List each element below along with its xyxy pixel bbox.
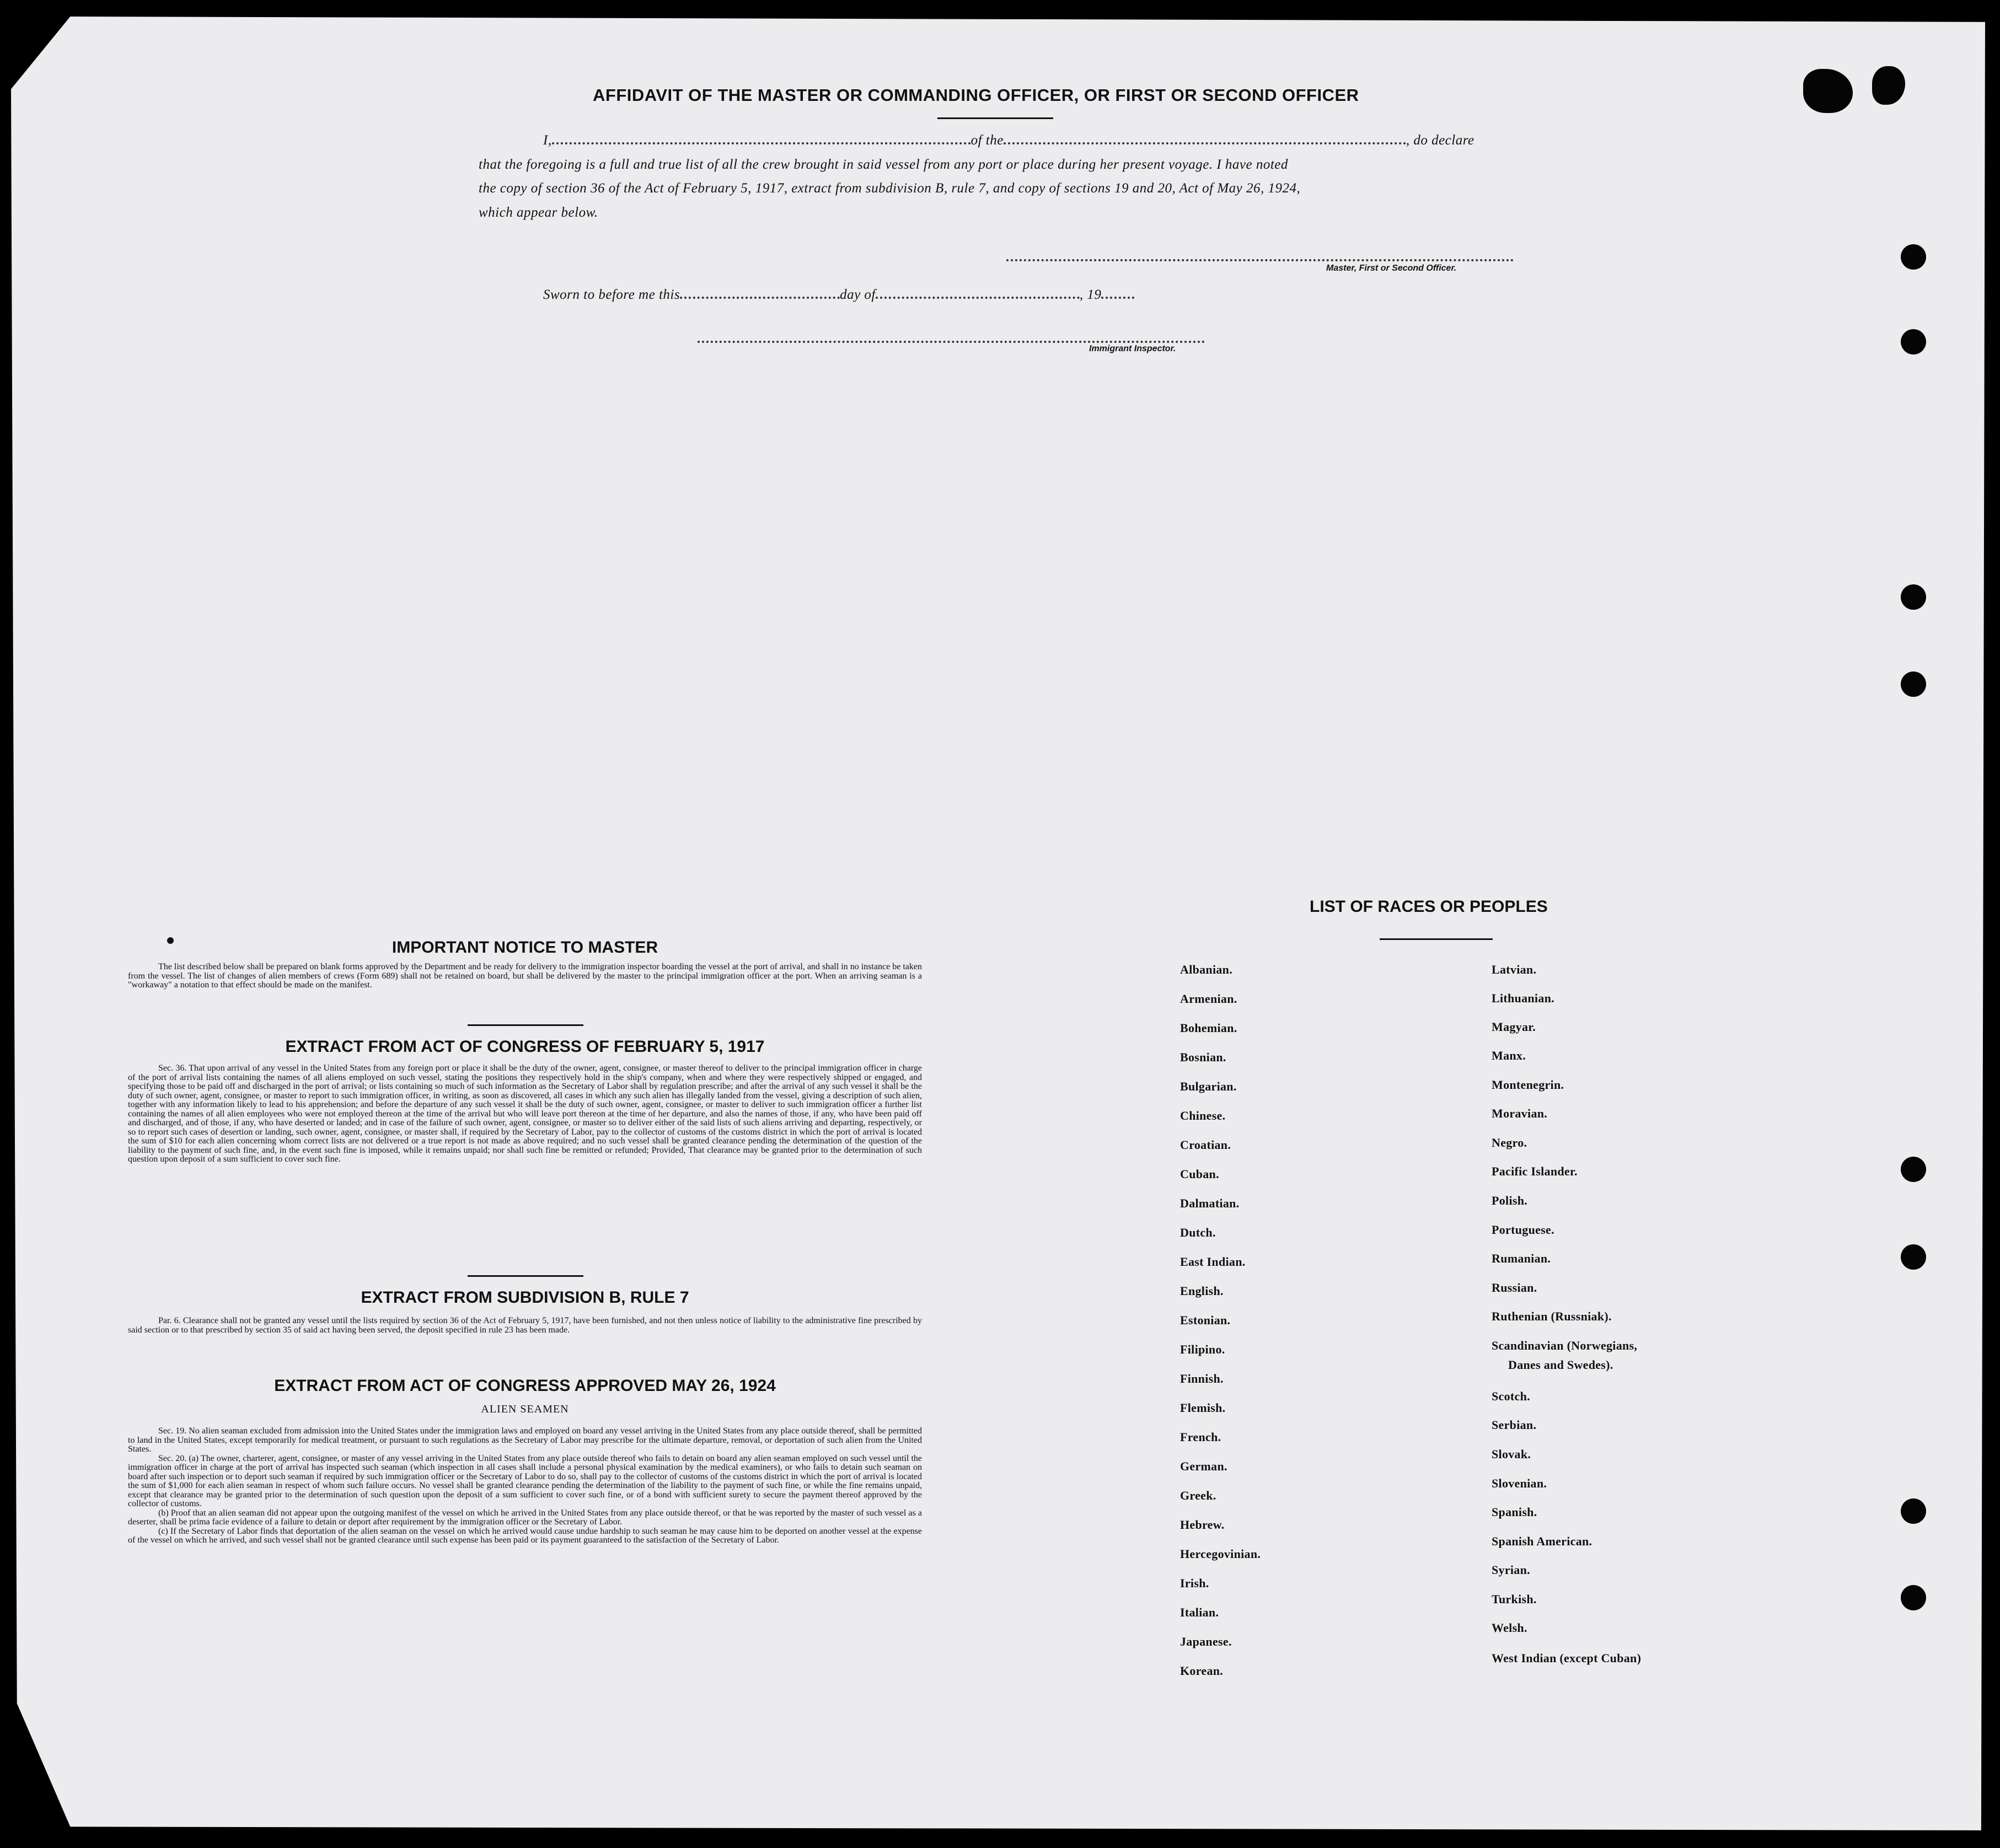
race-item: Bulgarian. — [1180, 1079, 1237, 1093]
race-item: Bohemian. — [1180, 1021, 1237, 1035]
race-item: Danes and Swedes). — [1508, 1358, 1613, 1372]
sec-19-text: Sec. 19. No alien seaman excluded from admission into the United States under the immigration laws and employed on board any vessel arriving in the United States from any place outside thereof, shall be permitted to land in the United States, except temporarily for medical treatment, or pursuant to such regulations as the Secretary of Labor may prescribe for the ultimate departure, removal, or deportation of such alien from the United States. — [128, 1426, 922, 1454]
sec-20b-text: (b) Proof that an alien seaman did not appear upon the outgoing manifest of the vessel on which he arrived in the United States from any place outside thereof, or that he was reported by the master of such vessel as a deserter, shall be prima facie evidence of a failure to detain or deport after requirement by the immigration officer or the Secretary of Labor. — [128, 1508, 922, 1527]
extract-1924-text — [128, 1427, 922, 1545]
punch-hole — [1901, 1585, 1926, 1610]
race-item: Dalmatian. — [1180, 1196, 1240, 1210]
signature-blank — [1006, 249, 1514, 264]
race-item: Estonian. — [1180, 1313, 1231, 1327]
races-title: LIST OF RACES OR PEOPLES — [1310, 898, 1548, 916]
race-item: English. — [1180, 1284, 1224, 1298]
declaration-line-1 — [543, 132, 1474, 148]
race-item: Japanese. — [1180, 1635, 1232, 1648]
race-item: Polish. — [1492, 1194, 1528, 1207]
race-item: Montenegrin. — [1492, 1078, 1564, 1092]
punch-hole — [1901, 1157, 1926, 1182]
race-item: Bosnian. — [1180, 1050, 1226, 1064]
inspector-signature-blank — [698, 331, 1205, 346]
label-i: I, — [543, 133, 552, 148]
sec-20c-text: (c) If the Secretary of Labor finds that deportation of the alien seaman on the vessel on which he arrived would cause undue hardship to such seaman he may cause him to be deported on another vessel at the expense of the vessel on which he arrived, and such vessel shall not be granted clearance until such expense has been paid or its payment guaranteed to the satisfaction of the Secretary of Labor. — [128, 1526, 922, 1545]
race-item: Korean. — [1180, 1664, 1224, 1678]
race-item: Dutch. — [1180, 1226, 1216, 1239]
month-blank — [876, 287, 1080, 299]
affidavit-title: AFFIDAVIT OF THE MASTER OR COMMANDING OFFICER, OR FIRST OR SECOND OFFICER — [593, 85, 1359, 105]
race-item: Welsh. — [1492, 1621, 1527, 1635]
declaration-line-2: that the foregoing is a full and true list of all the crew brought in said vessel from any port or place during her present voyage. I have noted — [479, 157, 1288, 172]
notice-title: IMPORTANT NOTICE TO MASTER — [392, 938, 658, 957]
race-item: Hebrew. — [1180, 1518, 1225, 1532]
race-item: Armenian. — [1180, 992, 1237, 1006]
race-item: Greek. — [1180, 1489, 1216, 1502]
declaration-line-4: which appear below. — [479, 205, 598, 220]
extract-1917-title: EXTRACT FROM ACT OF CONGRESS OF FEBRUARY 5, 1917 — [285, 1038, 765, 1056]
punch-hole — [1901, 244, 1926, 270]
extract-1924-title: EXTRACT FROM ACT OF CONGRESS APPROVED MAY 26, 1924 — [274, 1377, 776, 1395]
notice-text: The list described below shall be prepared on blank forms approved by the Department and be ready for delivery to the immigration inspector boarding the vessel at the port of arrival, and shall in no instance be taken from the vessel. The list of changes of alien members of crews (Form 689) shall not be retained on board, but shall be delivered by the master to the principal immigration officer at the port. When an arriving seaman is a "workaway" a notation to that effect should be made on the manifest. — [128, 962, 922, 990]
sworn-line — [543, 287, 1134, 303]
sec-20a-text: Sec. 20. (a) The owner, charterer, agent, consignee, or master of any vessel arriving in the United States from any place outside thereof who fails to detain on board any alien seaman employed on such vessel until the immigration officer in charge at the port of arrival has inspected such seaman (which inspection in all cases shall include a personal physical examination by the medical examiners), or who fails to detain such seaman on board after such inspection or to deport such seaman if required by such immigration officer or the Secretary of Labor to do so, shall pay to the collector of customs of the customs district in which the port of arrival is located the sum of $1,000 for each alien seaman in respect of whom such failure occurs. No vessel shall be granted clearance pending the determination of the liability to the payment of such fine, or while the fine remains unpaid, except that clearance may be granted prior to the determination of such question upon the deposit of a sum sufficient to cover such fine, or of a bond with sufficient surety to secure the payment thereof approved by the collector of customs. — [128, 1453, 922, 1508]
sworn-label: Sworn to before me this — [543, 287, 680, 302]
extract-1917-text: Sec. 36. That upon arrival of any vessel in the United States from any foreign port or place it shall be the duty of the owner, agent, consignee, or master thereof to deliver to the principal immigration officer in charge of the port of arrival lists containing the names of all aliens employed on such vessel, stating the positions they respectively hold in the ship's company, when and where they were respectively shipped or engaged, and specifying those to be paid off and discharged in the port of arrival; or lists containing so much of such information as the Secretary of Labor shall by regulation prescribe; and after the arrival of any such vessel it shall be the duty of such owner, agent, consignee, or master to report to such immigration officer, in writing, as soon as discovered, all cases in which any such alien has illegally landed from the vessel, giving a description of such alien, together with any information likely to lead to his apprehension; and before the departure of any such vessel it shall be the duty of such owner, agent, consignee, or master to deliver to such immigration officer a further list containing the names of all alien employees who were not employed thereon at the time of the arrival but who will leave port thereon at the time of her departure, and also the names of those, if any, who have been paid off and discharged, and of those, if any, who have deserted or landed; and in case of the failure of such owner, agent, consignee, or master so to deliver either of the said lists of such aliens arriving and departing, respectively, or so to report such cases of desertion or landing, such owner, agent, consignee, or master shall, if required by the Secretary of Labor, pay to the collector of customs of the customs district in which the port of arrival is located the sum of $10 for each alien concerning whom correct lists are not delivered or a true report is not made as above required; and no such vessel shall be granted clearance pending the determination of the question of the liability to the payment of such fine, and, in the event such fine is imposed, while it remains unpaid; nor shall such fine be remitted or refunded; Provided, That clearance may be granted prior to the determination of such question upon deposit of a sum sufficient to cover such fine. — [128, 1063, 922, 1164]
divider — [468, 1024, 583, 1026]
race-item: Syrian. — [1492, 1563, 1530, 1577]
race-item: Latvian. — [1492, 963, 1537, 976]
race-item: Cuban. — [1180, 1167, 1219, 1181]
label-do-declare: , do declare — [1406, 133, 1474, 148]
race-item: Filipino. — [1180, 1342, 1225, 1356]
race-item: Moravian. — [1492, 1106, 1548, 1120]
race-item: Croatian. — [1180, 1138, 1231, 1152]
race-item: Irish. — [1180, 1576, 1209, 1590]
rule7-title: EXTRACT FROM SUBDIVISION B, RULE 7 — [361, 1288, 689, 1307]
race-item: Italian. — [1180, 1605, 1219, 1619]
race-item: Slovenian. — [1492, 1476, 1547, 1490]
punch-hole — [1901, 1498, 1926, 1524]
year-blank — [1101, 287, 1134, 299]
master-caption: Master, First or Second Officer. — [1326, 264, 1457, 273]
race-item: Turkish. — [1492, 1592, 1537, 1606]
day-of-label: day of — [840, 287, 876, 302]
punch-hole — [1901, 584, 1926, 610]
punch-hole — [1901, 671, 1926, 697]
declaration-line-3: the copy of section 36 of the Act of February 5, 1917, extract from subdivision B, rule 7, and copy of sections 19 and 20, Act of May 26, 1924, — [479, 181, 1301, 196]
race-item: Rumanian. — [1492, 1251, 1551, 1265]
race-item: Magyar. — [1492, 1020, 1536, 1034]
race-item: Portuguese. — [1492, 1223, 1554, 1237]
race-item: East Indian. — [1180, 1255, 1246, 1269]
race-item: Chinese. — [1180, 1109, 1226, 1122]
alien-seamen-subtitle: ALIEN SEAMEN — [481, 1403, 569, 1415]
race-item: Ruthenian (Russniak). — [1492, 1309, 1612, 1323]
race-item: Scotch. — [1492, 1389, 1530, 1403]
day-blank — [680, 287, 840, 299]
race-item: Slovak. — [1492, 1447, 1531, 1461]
divider — [1380, 938, 1493, 940]
year-label: , 19 — [1079, 287, 1102, 302]
race-item: Serbian. — [1492, 1418, 1537, 1432]
race-item: West Indian (except Cuban) — [1492, 1651, 1642, 1665]
race-item: Lithuanian. — [1492, 991, 1554, 1005]
race-item: Spanish American. — [1492, 1534, 1593, 1548]
name-blank — [552, 132, 971, 144]
divider — [468, 1275, 583, 1277]
rule7-text: Par. 6. Clearance shall not be granted any vessel until the lists required by section 36 of the Act of February 5, 1917, have been furnished, and not then unless notice of liability to the administrative fine prescribed by said section or to that prescribed by section 35 of said act having been served, the deposit specified in rule 23 has been made. — [128, 1316, 922, 1335]
race-item: Albanian. — [1180, 963, 1233, 976]
divider — [937, 117, 1053, 119]
race-item: Pacific Islander. — [1492, 1164, 1578, 1178]
punch-hole — [1901, 329, 1926, 354]
race-item: German. — [1180, 1459, 1227, 1473]
race-item: Flemish. — [1180, 1401, 1226, 1415]
race-item: Scandinavian (Norwegians, — [1492, 1339, 1638, 1352]
race-item: French. — [1180, 1430, 1221, 1444]
race-item: Hercegovinian. — [1180, 1547, 1261, 1561]
race-item: Finnish. — [1180, 1372, 1224, 1385]
race-item: Spanish. — [1492, 1505, 1537, 1519]
inspector-caption: Immigrant Inspector. — [1089, 344, 1176, 353]
race-item: Russian. — [1492, 1281, 1537, 1294]
vessel-blank — [1004, 132, 1406, 144]
label-of-the: of the — [970, 133, 1004, 148]
race-item: Manx. — [1492, 1049, 1526, 1062]
punch-hole — [1901, 1244, 1926, 1270]
race-item: Negro. — [1492, 1136, 1527, 1149]
